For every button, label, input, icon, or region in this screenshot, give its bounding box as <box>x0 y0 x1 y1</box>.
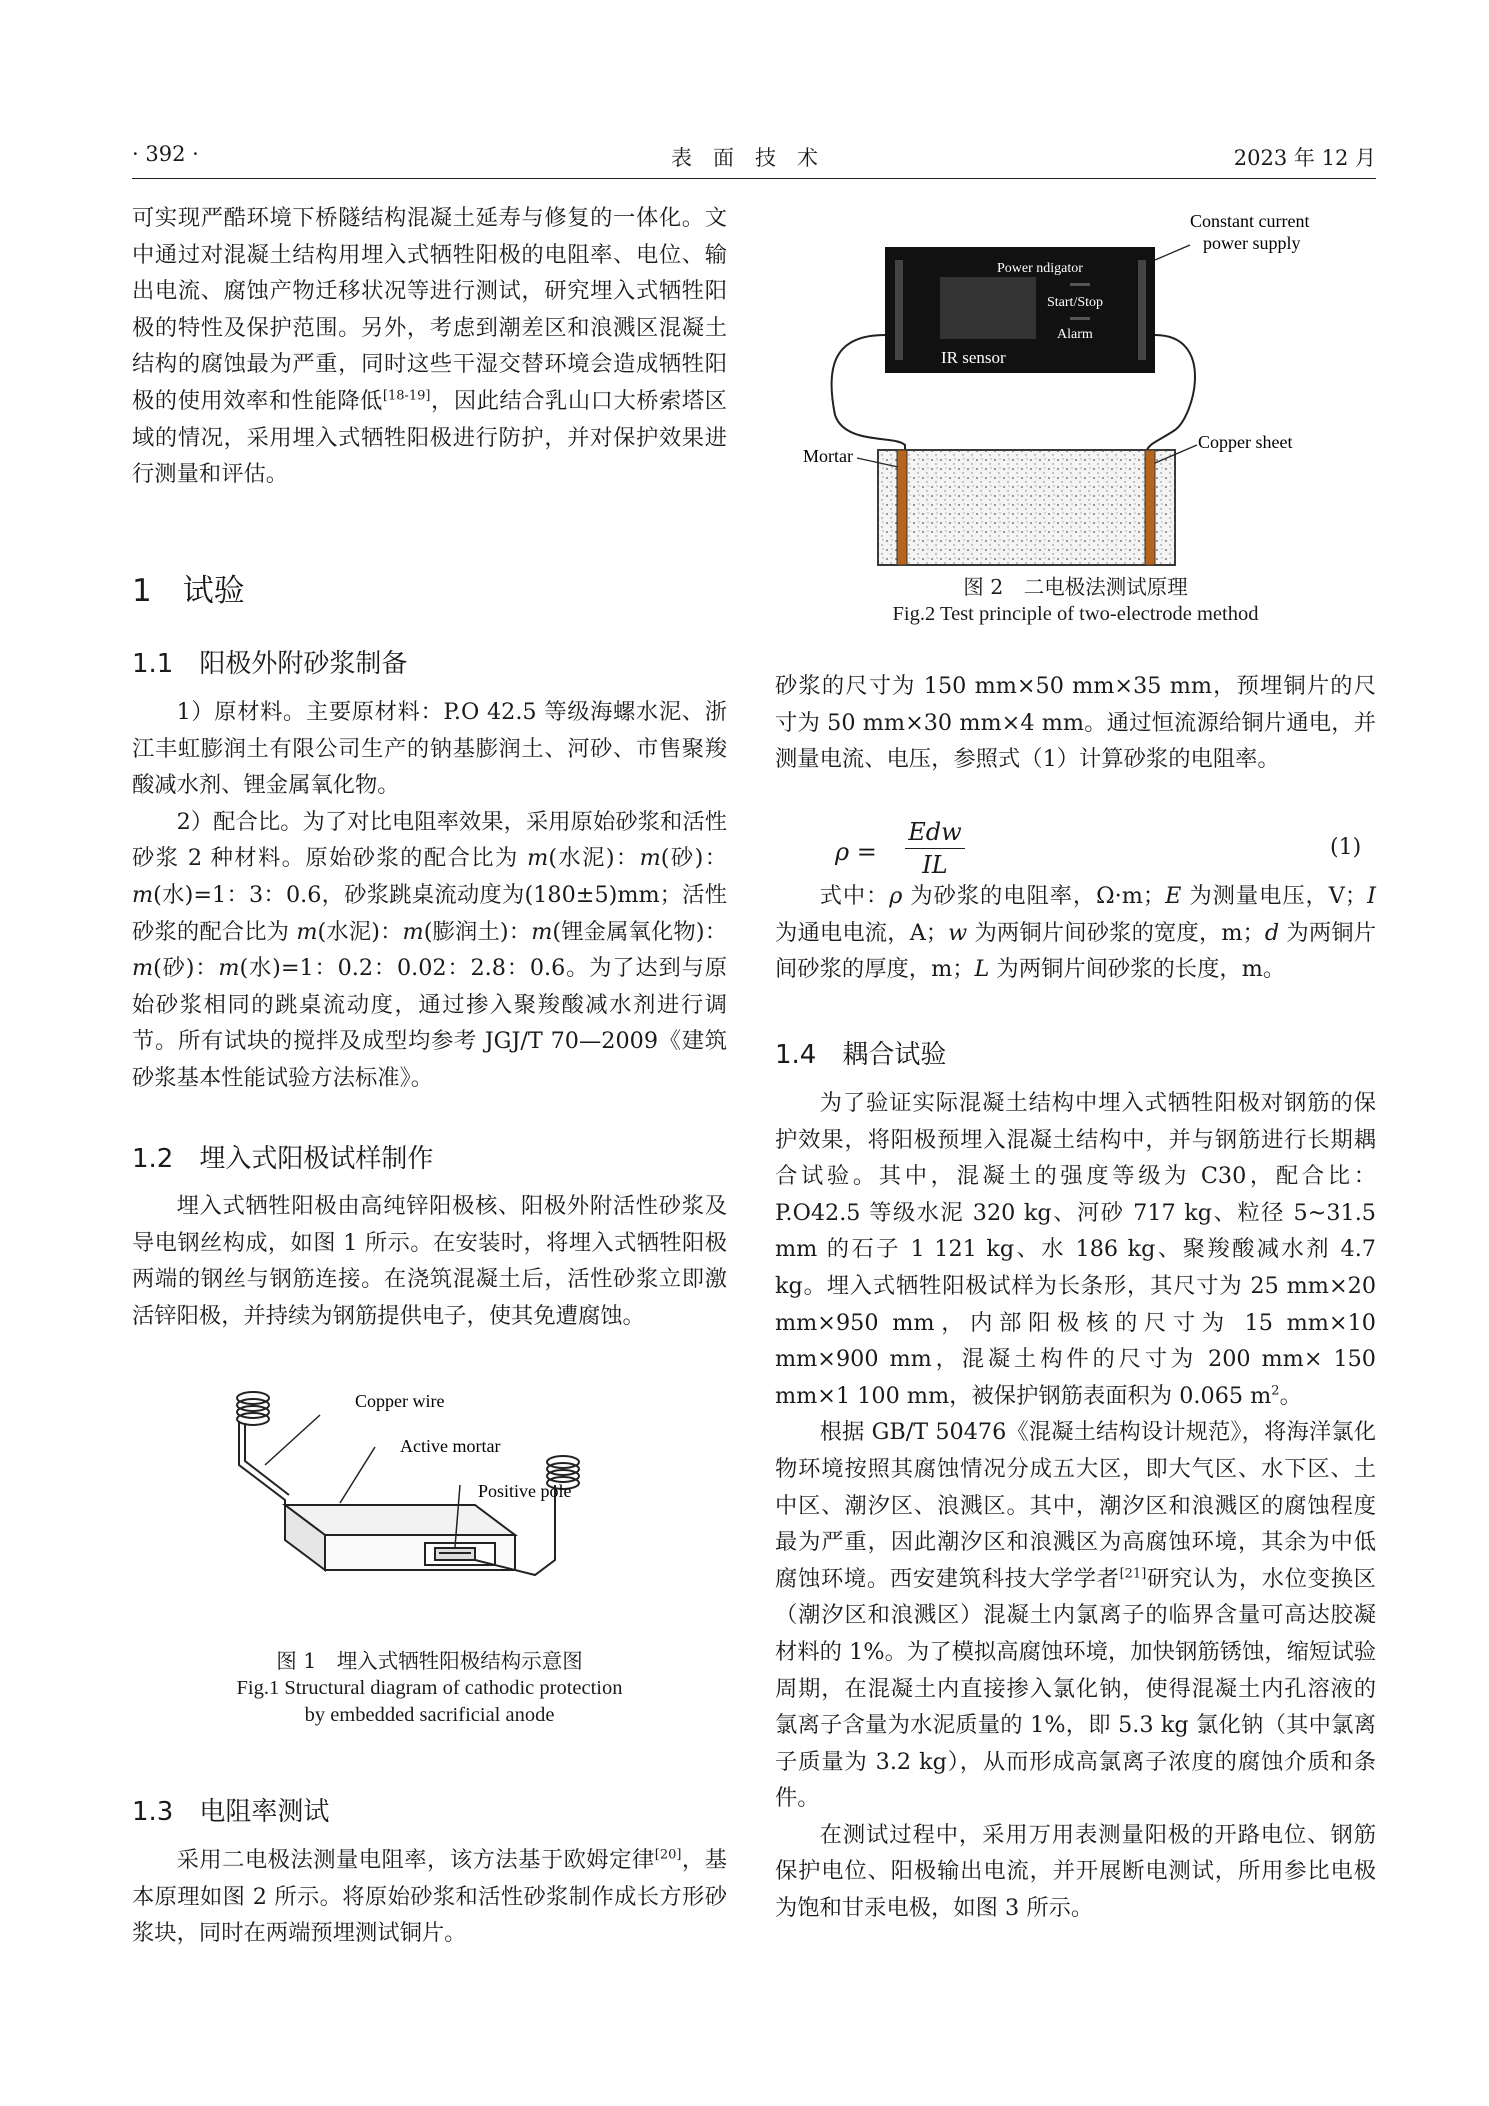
section-heading-1-1: 1.1 阳极外附砂浆制备 <box>132 649 408 679</box>
left-column-top <box>132 200 727 493</box>
label-ir-sensor: IR sensor <box>941 348 1006 367</box>
mix-ratio-paragraph: 2）配合比。为了对比电阻率效果，采用原始砂浆和活性砂浆 2 种材料。原始砂浆的配合比为 m(水泥)：m(砂)：m(水)=1：3：0.6，砂浆跳桌流动度为(180±5)mm；活性砂浆的配合比为 m(水泥)：m(膨润土)：m(锂金属氧化物)：m(砂)：m(水)=1：0.2：0.02：2.8：0.6。为了达到与原始砂浆相同的跳桌流动度，通过掺入聚羧酸减水剂进行调节。所有试块的搅拌及成型均参考 JGJ/T 70—2009《建筑砂浆基本性能试验方法标准》。 <box>132 808 728 1091</box>
figure-2-caption <box>775 574 1376 628</box>
section-heading-1-4: 1.4 耦合试验 <box>775 1040 947 1070</box>
leader-copper-wire <box>265 1415 320 1465</box>
figure-1-caption-cn: 图 1 埋入式牺牲阳极结构示意图 <box>276 1649 583 1673</box>
header-rule <box>132 178 1376 179</box>
mortar-size-paragraph: 砂浆的尺寸为 150 mm×50 mm×35 mm，预埋铜片的尺寸为 50 mm×30 mm×4 mm。通过恒流源给铜片通电，并测量电流、电压，参照式（1）计算砂浆的电阻率。 <box>775 673 1376 773</box>
label-start-stop: Start/Stop <box>1047 295 1104 310</box>
figure-1-caption-en-2: by embedded sacrificial anode <box>304 1704 555 1726</box>
left-column-resistivity <box>132 1842 727 1952</box>
equation-lhs: ρ = <box>835 838 877 866</box>
zones-paragraph: 根据 GB/T 50476《混凝土结构设计规范》，将海洋氯化物环境按照其腐蚀情况分成五大区，即大气区、水下区、土中区、潮汐区、浪溅区。其中，潮汐区和浪溅区的腐蚀程度最为严重，因此潮汐区和浪溅区为高腐蚀环境，其余为中低腐蚀环境。西安建筑科技大学学者[21]研究认为，水位变换区（潮汐区和浪溅区）混凝土内氯离子的临界含量可高达胶凝材料的 1%。为了模拟高腐蚀环境，加快钢筋锈蚀，缩短试验周期，在混凝土内直接掺入氯化钠，使得混凝土内孔溶液的氯离子含量为水泥质量的 1%，即 5.3 kg 氯化钠（其中氯离子质量为 3.2 kg），从而形成高氯离子浓度的腐蚀介质和条件。 <box>775 1419 1376 1812</box>
journal-title: 表 面 技 术 <box>671 146 818 170</box>
equation-fraction <box>905 818 965 879</box>
label-mortar: Mortar <box>803 446 853 466</box>
left-copper-sheet <box>897 450 907 565</box>
figure-1-caption-en-1: Fig.1 Structural diagram of cathodic protection <box>236 1677 623 1699</box>
sample-paragraph: 埋入式牺牲阳极由高纯锌阳极核、阳极外附活性砂浆及导电钢丝构成，如图 1 所示。在安装时，将埋入式牺牲阳极两端的钢丝与钢筋连接。在浇筑混凝土后，活性砂浆立即激活锌阳极，并持续为钢筋提供电子，使其免遭腐蚀。 <box>132 1193 727 1329</box>
label-copper-sheet: Copper sheet <box>1198 432 1293 452</box>
figure-1-anode-diagram <box>225 1385 615 1645</box>
section-heading-1-2: 1.2 埋入式阳极试样制作 <box>132 1144 434 1174</box>
leader-active-mortar <box>340 1447 375 1503</box>
right-column-coupling <box>775 1085 1376 1927</box>
page-number: · 392 · <box>132 142 199 166</box>
section-heading-1: 1 试验 <box>132 573 245 609</box>
left-coil-icon <box>237 1392 269 1425</box>
label-supply-line-1: Constant current <box>1190 211 1310 231</box>
right-column-where <box>775 878 1376 988</box>
label-positive-pole: Positive pole <box>478 1481 572 1501</box>
left-column-sample <box>132 1188 727 1334</box>
equation-denominator: IL <box>922 851 948 879</box>
intro-paragraph: 可实现严酷环境下桥隧结构混凝土延寿与修复的一体化。文中通过对混凝土结构用埋入式牺牲阳极的电阻率、电位、输出电流、腐蚀产物迁移状况等进行测试，研究埋入式牺牲阳极的特性及保护范围。另外，考虑到潮差区和浪溅区混凝土结构的腐蚀最为严重，同时这些干湿交替环境会造成牺牲阳极的使用效率和性能降低[18-19]，因此结合乳山口大桥索塔区域的情况，采用埋入式牺牲阳极进行防护，并对保护效果进行测量和评估。 <box>132 205 727 488</box>
figure-2-caption-cn: 图 2 二电极法测试原理 <box>963 575 1188 599</box>
figure-2-caption-en: Fig.2 Test principle of two-electrode method <box>892 603 1259 625</box>
figure-2-two-electrode-diagram <box>795 205 1365 570</box>
resistivity-paragraph: 采用二电极法测量电阻率，该方法基于欧姆定律[20]，基本原理如图 2 所示。将原始砂浆和活性砂浆制作成长方形砂浆块，同时在两端预埋测试铜片。 <box>132 1847 727 1947</box>
label-supply-line-2: power supply <box>1203 233 1301 253</box>
label-active-mortar: Active mortar <box>400 1436 501 1456</box>
issue-date: 2023 年 12 月 <box>1233 146 1376 170</box>
raw-materials-paragraph: 1）原材料。主要原材料：P.O 42.5 等级海螺水泥、浙江丰虹膨润土有限公司生产的钠基膨润土、河砂、市售聚羧酸减水剂、锂金属氧化物。 <box>132 699 727 799</box>
equation-numerator: Edw <box>905 818 965 849</box>
equation-number: (1) <box>1330 835 1362 860</box>
label-power-indicator: Power ndigator <box>997 261 1083 276</box>
right-column-size <box>775 668 1376 778</box>
figure-1-caption <box>132 1648 727 1729</box>
coupling-paragraph: 为了验证实际混凝土结构中埋入式牺牲阳极对钢筋的保护效果，将阳极预埋入混凝土结构中，并与钢筋进行长期耦合试验。其中，混凝土的强度等级为 C30，配合比：P.O42.5 等级水泥 320 kg、河砂 717 kg、粒径 5~31.5 mm 的石子 1 121 kg、水 186 kg、聚羧酸减水剂 4.7 kg。埋入式牺牲阳极试样为长条形，其尺寸为 25 mm×20 mm×950 mm，内部阳极核的尺寸为 15 mm×10 mm×900 mm，混凝土构件的尺寸为 200 mm× 150 mm×1 100 mm，被保护钢筋表面积为 0.065 $m^2$。 <box>775 1090 1376 1409</box>
testing-paragraph: 在测试过程中，采用万用表测量阳极的开路电位、钢筋保护电位、阳极输出电流，并开展断电测试，所用参比电极为饱和甘汞电极，如图 3 所示。 <box>775 1821 1376 1922</box>
symbol-definitions-paragraph: 式中：ρ 为砂浆的电阻率，Ω·m；E 为测量电压，V；I 为通电电流，A；w 为两铜片间砂浆的宽度，m；d 为两铜片间砂浆的厚度，m；L 为两铜片间砂浆的长度，m。 <box>775 883 1377 983</box>
right-copper-sheet <box>1145 450 1155 565</box>
left-wire-inner <box>245 1423 289 1495</box>
left-column-mid <box>132 694 727 1097</box>
display-screen <box>940 277 1036 339</box>
label-copper-wire: Copper wire <box>355 1391 445 1411</box>
label-alarm: Alarm <box>1057 327 1093 342</box>
section-heading-1-3: 1.3 电阻率测试 <box>132 1797 330 1827</box>
